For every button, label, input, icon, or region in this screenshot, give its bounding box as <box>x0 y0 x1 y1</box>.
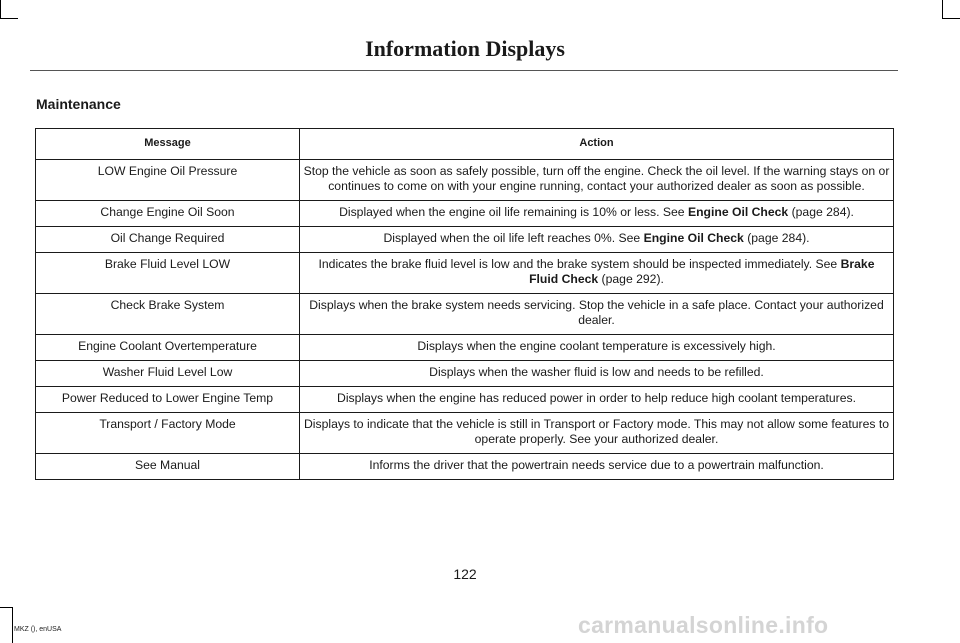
table-row <box>36 294 894 335</box>
message-cell: Washer Fluid Level Low <box>36 361 300 387</box>
table-row <box>36 413 894 454</box>
crop-mark-top-right-v <box>942 0 943 18</box>
action-cell: Stop the vehicle as soon as safely possible, turn off the engine. Check the oil level. If the warning stays on or continues to come on with your engine running, contact your authorized dealer as soon as possible. <box>300 160 894 201</box>
table-row <box>36 361 894 387</box>
table-row <box>36 387 894 413</box>
message-cell: Check Brake System <box>36 294 300 335</box>
action-cell: Displays when the washer fluid is low and needs to be refilled. <box>300 361 894 387</box>
action-cell: Informs the driver that the powertrain needs service due to a powertrain malfunction. <box>300 454 894 480</box>
message-cell: Change Engine Oil Soon <box>36 201 300 227</box>
message-cell: Power Reduced to Lower Engine Temp <box>36 387 300 413</box>
crop-mark-bottom-left-h <box>0 607 12 608</box>
page-reference-link[interactable]: Engine Oil Check <box>687 205 789 219</box>
column-header-action: Action <box>300 129 894 160</box>
page-reference-link[interactable]: Brake Fluid Check <box>529 257 875 286</box>
message-cell: Engine Coolant Overtemperature <box>36 335 300 361</box>
action-cell: Displays when the engine coolant temperature is excessively high. <box>300 335 894 361</box>
page-number: 122 <box>453 566 477 582</box>
action-text: Displayed when the engine oil life remaining is 10% or less. See <box>339 205 688 219</box>
action-text: Displayed when the oil life left reaches 0%. See <box>383 231 644 245</box>
crop-mark-top-right-h <box>942 18 960 19</box>
column-header-message: Message <box>36 129 300 160</box>
table-row <box>36 454 894 480</box>
action-page-ref: (page 292). <box>598 272 664 286</box>
action-cell: Displays when the brake system needs servicing. Stop the vehicle in a safe place. Contact your authorized dealer. <box>300 294 894 335</box>
message-cell: See Manual <box>36 454 300 480</box>
table-row <box>36 253 894 294</box>
table-header-row <box>36 129 894 160</box>
table-row <box>36 227 894 253</box>
table-row <box>36 335 894 361</box>
action-page-ref: (page 284). <box>743 231 810 245</box>
crop-mark-top-left-v <box>0 0 1 18</box>
table-row <box>36 160 894 201</box>
watermark: carmanualsonline.info <box>578 612 829 638</box>
maintenance-table <box>35 128 894 480</box>
table-row <box>36 201 894 227</box>
action-page-ref: (page 284). <box>788 205 854 219</box>
page-reference-link[interactable]: Engine Oil Check <box>643 231 744 245</box>
action-cell: Displays when the engine has reduced power in order to help reduce high coolant temperatures. <box>300 387 894 413</box>
action-cell: Displays to indicate that the vehicle is still in Transport or Factory mode. This may not allow some features to operate properly. See your authorized dealer. <box>300 413 894 454</box>
message-cell: Brake Fluid Level LOW <box>36 253 300 294</box>
title-divider <box>30 70 898 71</box>
action-cell <box>300 201 894 227</box>
page-title: Information Displays <box>365 36 565 61</box>
message-cell: LOW Engine Oil Pressure <box>36 160 300 201</box>
action-text: Indicates the brake fluid level is low and the brake system should be inspected immediately. See <box>318 257 841 271</box>
crop-mark-bottom-left-v <box>12 607 13 643</box>
message-cell: Transport / Factory Mode <box>36 413 300 454</box>
section-heading: Maintenance <box>36 96 121 112</box>
action-cell <box>300 253 894 294</box>
message-cell: Oil Change Required <box>36 227 300 253</box>
crop-mark-top-left-h <box>0 18 18 19</box>
document-id: MKZ (), enUSA <box>14 626 62 633</box>
action-cell <box>300 227 894 253</box>
